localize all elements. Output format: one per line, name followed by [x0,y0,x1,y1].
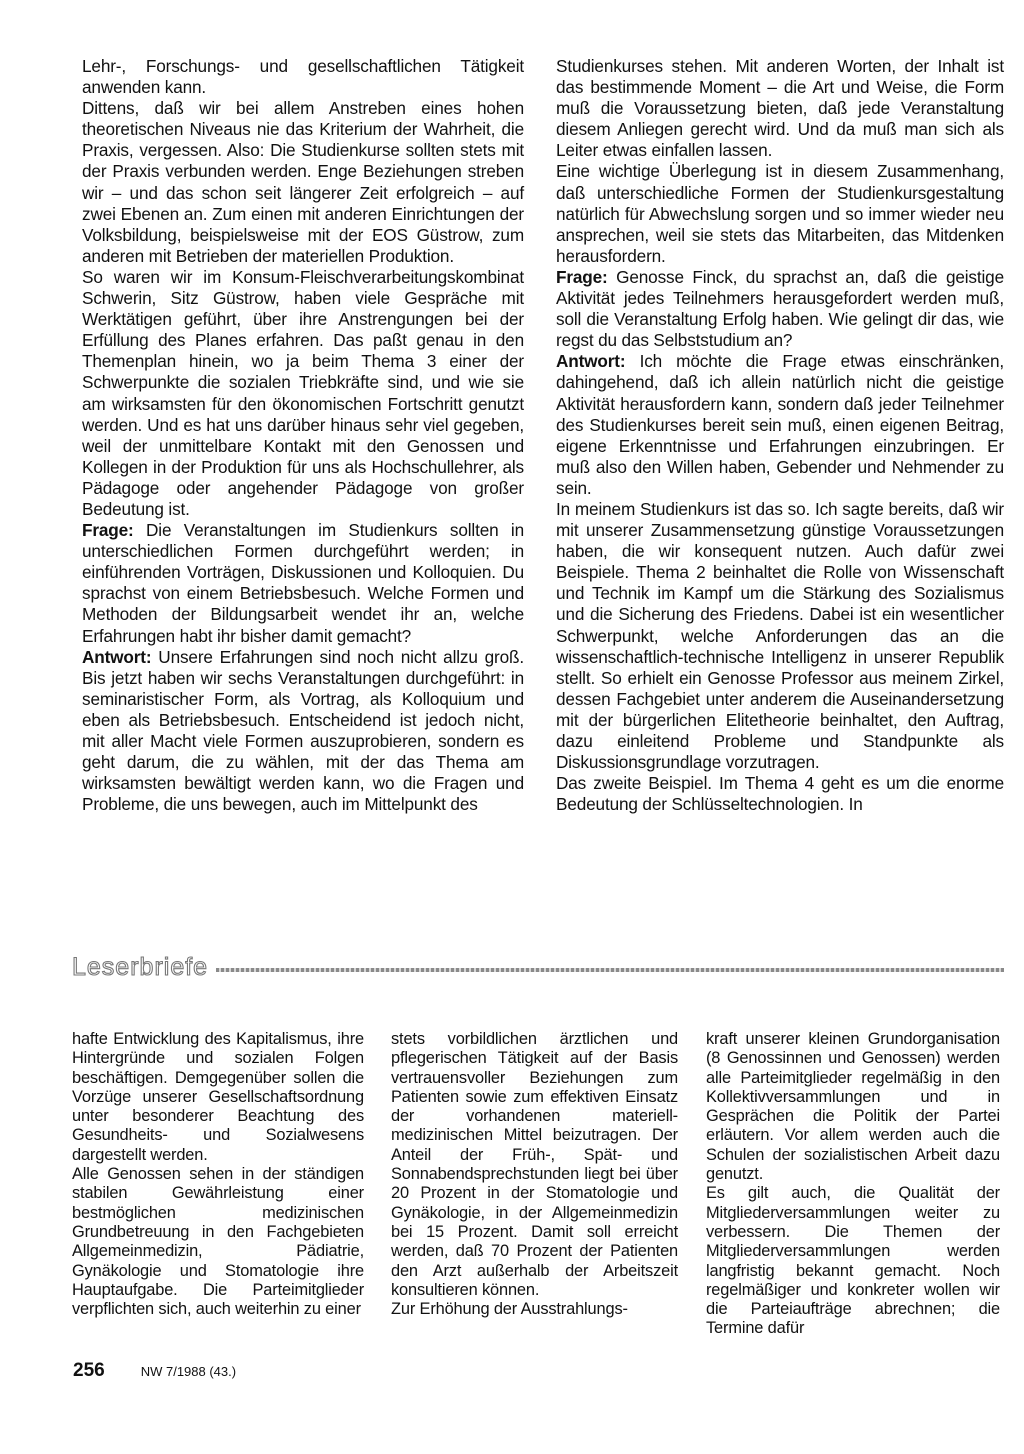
paragraph-text: stets vorbildlichen ärztlichen und pflegerischen Tätigkeit auf der Basis vertrauensvoller Beziehungen zum Patienten sowie zum effektiven Einsatz der vorhandenen materiell-medizinischen Mittel beizutragen. Der Anteil der Früh-, Spät- und Sonnabendsprechstunden liegt bei über 20 Prozent in der Stomatologie und Gynäkologie, in der Allgemeinmedizin bei 15 Prozent. Damit soll erreicht werden, daß 70 Prozent der Patienten den Arzt außerhalb der Arbeitszeit konsultieren können. [391,1030,678,1299]
issue-reference: NW 7/1988 (43.) [140,1364,237,1379]
paragraph [556,499,1004,773]
paragraph-text: Unsere Erfahrungen sind noch nicht allzu groß. Bis jetzt haben wir sechs Veranstaltungen durchgeführt: in seminaristischer Form, als Vortrag, als Kolloquium und eben als Betriebsbesuch. Entscheidend ist jedoch nicht, mit aller Macht viele Formen auszuprobieren, sondern es geht darum, die zu wählen, mit der das Thema am wirksamsten bewältigt werden kann, wo die Fragen und Probleme, die uns bewegen, auch im Mittelpunkt des [82,646,524,815]
paragraph [82,267,524,520]
paragraph [82,98,524,267]
upper-left-column [82,56,524,815]
lower-column-3 [706,1030,1000,1339]
lower-column-1 [72,1030,364,1319]
paragraph [82,56,524,98]
question-answer-label: Antwort: [556,351,626,372]
paragraph-text: Studienkurses stehen. Mit anderen Worten, der Inhalt ist das bestimmende Moment – die Art und Weise, die Form muß die Voraussetzung bieten, daß jede Veranstaltung diesem Anliegen gerecht wird. Und da muß man sich als Leiter etwas einfallen lassen. [556,56,1004,161]
question-answer-label: Antwort: [82,646,152,667]
paragraph [556,56,1004,161]
lower-column-2 [391,1030,678,1319]
paragraph-text: Es gilt auch, die Qualität der Mitgliederversammlungen weiter zu verbessern. Die Themen der Mitgliederversammlungen werden langfristig bekannt gemacht. Noch regelmäßiger und konkreter wollen wir die Parteiaufträge abrechnen; die Termine dafür [706,1184,1000,1338]
paragraph-text: Genosse Finck, du sprachst an, daß die geistige Aktivität jedes Teilnehmers herausgefordert werden muß, soll die Veranstaltung Erfolg haben. Wie gelingt dir das, wie regst du das Selbststudium an? [556,266,1004,351]
paragraph-text: Eine wichtige Überlegung ist in diesem Zusammenhang, daß unterschiedliche Formen der Studienkursgestaltung natürlich für Abwechslung sorgen und so immer wieder neu ansprechen, weil sie stets das Mitarbeiten, das Mitdenken herausfordern. [556,161,1004,266]
paragraph-text: Die Veranstaltungen im Studienkurs sollten in unterschiedlichen Formen durchgeführt werden; in einführenden Vorträgen, Diskussionen und Kolloquien. Du sprachst von einem Betriebsbesuch. Welche Formen und Methoden der Bildungsarbeit wendet ihr an, welche Erfahrungen habt ihr bisher damit gemacht? [82,520,524,646]
paragraph-text: Ich möchte die Frage etwas einschränken, dahingehend, daß ich allein natürlich nicht die geistige Aktivität herausfordern kann, sondern daß jeder Teilnehmer des Studienkurses bereit sein muß, einen eigenen Beitrag, eigene Erkenntnisse und Erfahrungen einzubringen. Er muß also den Willen haben, Gebender und Nehmender zu sein. [556,351,1004,498]
page-number: 256 [73,1360,105,1381]
upper-right-column [556,56,1004,815]
paragraph [72,1030,364,1165]
paragraph [556,773,1004,815]
section-divider [216,968,1004,972]
paragraph [391,1300,678,1319]
paragraph [82,647,524,816]
paragraph-text: In meinem Studienkurs ist das so. Ich sagte bereits, daß wir mit unserer Zusammensetzung günstige Voraussetzungen haben, die wir konsequent nutzen. Auch dafür zwei Beispiele. Thema 2 beinhaltet die Rolle von Wissenschaft und Technik im Kampf um die Stärkung des Sozialismus und die Sicherung des Friedens. Dabei ist ein wesentlicher Schwerpunkt, welche Anforderungen das an die wissenschaftlich-technische Intelligenz in unserer Republik stellt. So erhielt ein Genosse Professor aus meinem Zirkel, dessen Fachgebiet unter anderem die Auseinandersetzung mit der bürgerlichen Elitetheorie beinhaltet, den Auftrag, dazu einleitend Probleme und Standpunkte als Diskussionsgrundlage vorzutragen. [556,498,1004,773]
paragraph-text: Dittens, daß wir bei allem Anstreben eines hohen theoretischen Niveaus nie das Kriterium der Wahrheit, die Praxis, vergessen. Also: Die Studienkurse sollten stets mit der Praxis verbunden werden. Enge Beziehungen streben wir – und das schon seit längerer Zeit erfolgreich – auf zwei Ebenen an. Zum einen mit anderen Einrichtungen der Volksbildung, beispielsweise mit der EOS Güstrow, zum anderen mit Betrieben der materiellen Produktion. [82,98,524,266]
paragraph-text: So waren wir im Konsum-Fleischverarbeitungskombinat Schwerin, Sitz Güstrow, haben viele Gespräche mit Werktätigen geführt, über ihre Anstrengungen bei der Erfüllung des Planes erfahren. Das paßt genau in den Themenplan hinein, wo ja beim Thema 3 einer der Schwerpunkte die sozialen Triebkräfte sind, und wie sie am wirksamsten für den ökonomischen Fortschritt genutzt werden. Und es hat uns darüber hinaus sehr viel gegeben, weil der unmittelbare Kontakt mit den Genossen und Kollegen in der Produktion für uns als Hochschullehrer, als Pädagoge oder angehender Pädagoge von großer Bedeutung ist. [82,266,524,519]
paragraph-text: Lehr-, Forschungs- und gesellschaftlichen Tätigkeit anwenden kann. [82,56,524,98]
question-answer-label: Frage: [556,266,608,287]
paragraph [706,1184,1000,1338]
paragraph-text: hafte Entwicklung des Kapitalismus, ihre Hintergründe und sozialen Folgen beschäftigen. Demgegenüber sollen die Vorzüge unserer Gesellschaftsordnung unter besonderer Beachtung des Gesundheits- und Sozialwesens dargestellt werden. [72,1030,364,1164]
question-answer-label: Frage: [82,520,134,541]
paragraph [556,161,1004,266]
paragraph-text: kraft unserer kleinen Grundorganisation (8 Genossinnen und Genossen) werden alle Parteimitglieder regelmäßig in den Kollektivversammlungen und in Gesprächen die Politik der Partei erläutern. Vor allem werden auch die Schulen der sozialistischen Arbeit dazu genutzt. [706,1030,1000,1184]
paragraph-text: Das zweite Beispiel. Im Thema 4 geht es um die enorme Bedeutung der Schlüsseltechnologien. In [556,773,1004,815]
section-header-bar [72,952,1004,982]
section-title: Leserbriefe [72,952,209,981]
paragraph [72,1165,364,1319]
paragraph-text: Alle Genossen sehen in der ständigen stabilen Gewährleistung einer bestmöglichen medizinischen Grundbetreuung in den Fachgebieten Allgemeinmedizin, Pädiatrie, Gynäkologie und Stomatologie ihre Hauptaufgabe. Die Parteimitglieder verpflichten sich, auch weiterhin zu einer [72,1165,364,1319]
paragraph [706,1030,1000,1184]
paragraph [82,520,524,647]
paragraph-text: Zur Erhöhung der Ausstrahlungs- [391,1300,628,1319]
paragraph [391,1030,678,1300]
page-footer [73,1360,236,1382]
paragraph [556,267,1004,351]
paragraph [556,351,1004,499]
